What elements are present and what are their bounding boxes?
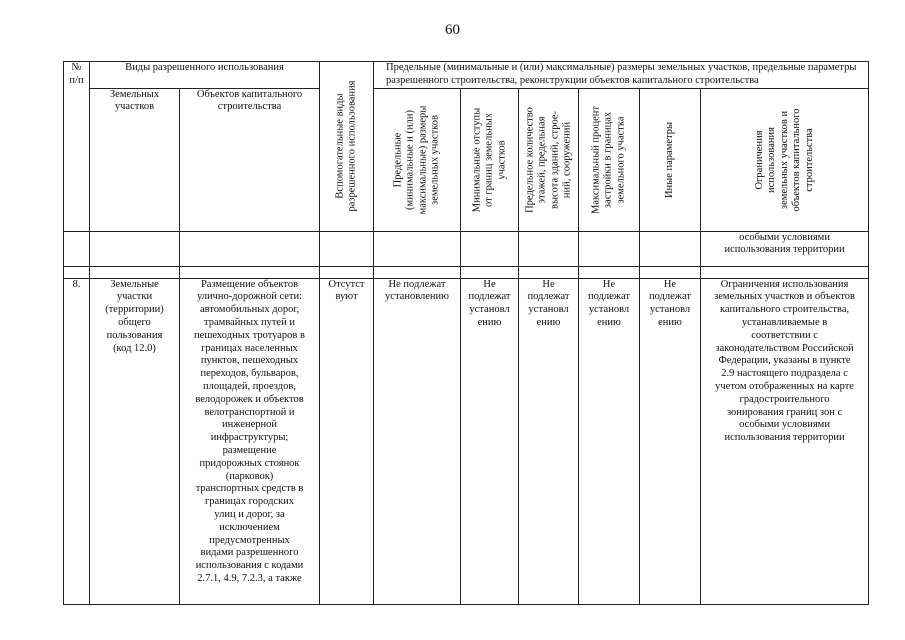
header-col-restrictions-text: Ограничения использования земельных участков и объектов капитального строительства: [753, 108, 815, 212]
header-col-setbacks: [461, 88, 519, 231]
header-col-sizes-text: Предельные (минимальные и (или) максимальные) размеры земельных участков: [392, 105, 441, 214]
page-number: 60: [445, 22, 460, 38]
header-col-sizes: [374, 88, 461, 231]
header-col-other-text: Иные параметры: [663, 121, 675, 198]
header-limits-group: Предельные (минимальные и (или) максимальные) размеры земельных участков, предельные параметры разрешенного строительства, реконструкции объектов капитального строительства: [374, 62, 869, 89]
row-other: Не подлежат установл ению: [640, 278, 701, 604]
row-num: 8.: [64, 278, 90, 604]
row-capital-objects: Размещение объектов улично-дорожной сети: автомобильных дорог, трамвайных путей и пешеходных тротуаров в границах населенных пунктов, пешеходных переходов, бульваров, площадей, проездов, велодорожек и объектов велотранспортной и инженерной инфраструктуры; размещение придорожных стоянок (парковок) транспортных средств в границах городских улиц и дорог, за исключением предусмотренных видами разрешенного использования с кодами 2.7.1, 4.9, 7.2.3, а также: [180, 278, 320, 604]
spacer-row: [64, 266, 869, 278]
table-row: [64, 278, 869, 604]
row-auxiliary: Отсутст вуют: [320, 278, 374, 604]
row-restrictions: Ограничения использования земельных участков и объектов капитального строительства, устанавливаемые в соответствии с законодательством Российской Федерации, указаны в пункте 2.9 настоящего подраздела с учетом отображенных на карте градостроительного зонирования границ зон с особыми условиями использования территории: [701, 278, 869, 604]
header-col-setbacks-text: Минимальные отступы от границ земельных участков: [470, 107, 507, 212]
row-sizes: Не подлежат установлению: [374, 278, 461, 604]
header-row-1: [64, 62, 869, 89]
row-land-plots: Земельные участки (территории) общего пользования (код 12.0): [90, 278, 180, 604]
header-row-2: [64, 88, 869, 231]
header-col-floors-text: Предельное количество этажей, предельная высота зданий, строе- ний, сооружений: [523, 106, 572, 213]
row-coverage: Не подлежат установл ению: [579, 278, 640, 604]
row-floors: Не подлежат установл ению: [519, 278, 579, 604]
header-col-floors: [519, 88, 579, 231]
header-col-coverage: [579, 88, 640, 231]
header-land-plots: Земельных участков: [90, 88, 180, 231]
header-num: № п/п: [64, 62, 90, 232]
header-col-coverage-text: Максимальный процент застройки в границах земельного участка: [590, 105, 627, 214]
header-col-other: [640, 88, 701, 231]
continuation-row: [64, 231, 869, 266]
header-permitted-uses: Виды разрешенного использования: [90, 62, 320, 89]
row-setbacks: Не подлежат установл ению: [461, 278, 519, 604]
header-col-restrictions: [701, 88, 869, 231]
header-auxiliary-text: Вспомогательные виды разрешенного использования: [334, 80, 358, 212]
land-use-table: [63, 61, 869, 605]
continuation-restrictions: особыми условиями использования территории: [701, 231, 869, 266]
header-capital-objects: Объектов капитального строительства: [180, 88, 320, 231]
header-auxiliary-uses: [320, 62, 374, 232]
